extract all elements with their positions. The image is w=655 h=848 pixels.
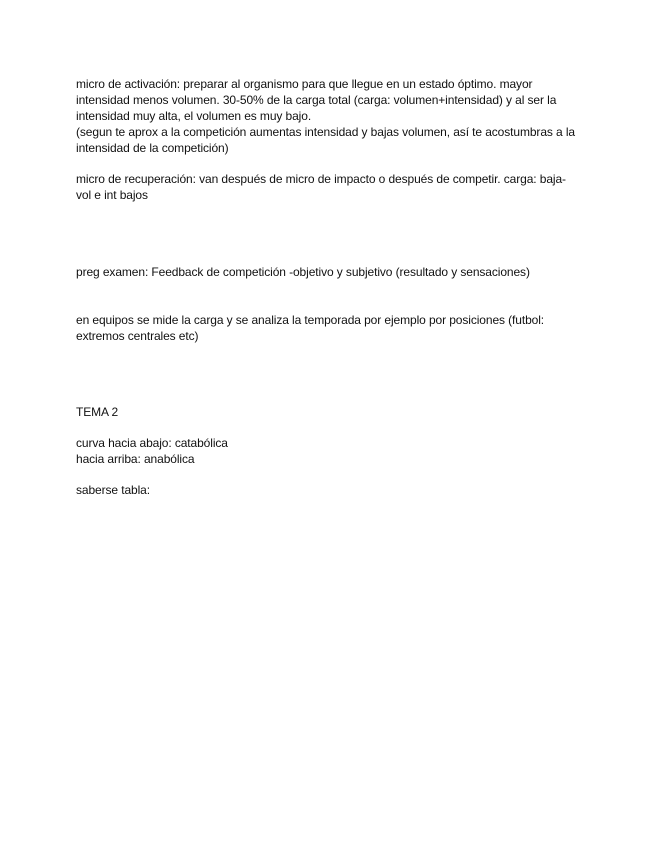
paragraph-micro-recuperacion xyxy=(76,171,584,203)
text-line: vol e int bajos xyxy=(76,188,148,202)
text-line: saberse tabla: xyxy=(76,483,150,497)
text-line: (segun te aprox a la competición aumentas intensidad y bajas volumen, así te acostumbras a la xyxy=(76,125,575,139)
text-line: intensidad muy alta, el volumen es muy bajo. xyxy=(76,109,312,123)
section-heading xyxy=(76,404,584,420)
text-line: preg examen: Feedback de competición -objetivo y subjetivo (resultado y sensaciones) xyxy=(76,265,530,279)
paragraph-curva xyxy=(76,435,584,467)
text-line: en equipos se mide la carga y se analiza la temporada por ejemplo por posiciones (futbol: xyxy=(76,313,545,327)
paragraph-equipos xyxy=(76,312,584,344)
paragraph-micro-activacion xyxy=(76,76,584,156)
text-line: intensidad menos volumen. 30-50% de la carga total (carga: volumen+intensidad) y al ser la xyxy=(76,93,557,107)
text-line: curva hacia abajo: catabólica xyxy=(76,436,228,450)
text-line: intensidad de la competición) xyxy=(76,141,229,155)
text-line: hacia arriba: anabólica xyxy=(76,452,195,466)
heading-text: TEMA 2 xyxy=(76,405,119,419)
text-line: micro de recuperación: van después de micro de impacto o después de competir. carga: baja- xyxy=(76,172,566,186)
paragraph-preg-examen xyxy=(76,264,584,280)
paragraph-saberse-tabla xyxy=(76,482,584,498)
text-line: micro de activación: preparar al organismo para que llegue en un estado óptimo. mayor xyxy=(76,77,533,91)
text-line: extremos centrales etc) xyxy=(76,329,199,343)
